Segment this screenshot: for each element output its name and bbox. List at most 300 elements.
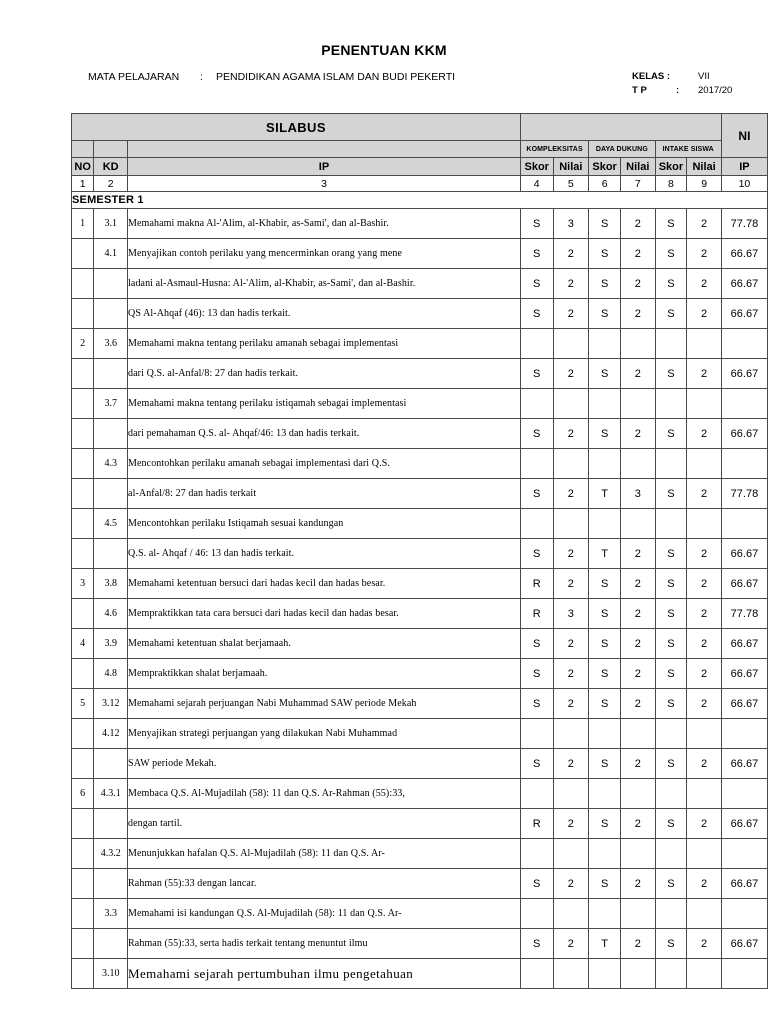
table-row (72, 509, 768, 539)
row-intake-skor: S (655, 809, 687, 839)
row-kd: 4.6 (94, 599, 128, 629)
header-col-kd: KD (94, 158, 128, 176)
table-row (72, 449, 768, 479)
meta-class-line (632, 70, 732, 84)
semester-row (72, 192, 768, 209)
row-kompleksitas-nilai: 2 (553, 359, 589, 389)
row-kompleksitas-nilai: 2 (553, 419, 589, 449)
row-ni-ip: 66.67 (721, 419, 767, 449)
row-intake-skor (655, 329, 687, 359)
row-kd (94, 419, 128, 449)
row-kompleksitas-skor: S (520, 419, 553, 449)
row-no (72, 389, 94, 419)
row-intake-skor: S (655, 629, 687, 659)
row-intake-nilai: 2 (687, 869, 722, 899)
meta-year-label: T P (632, 85, 647, 96)
col-number-9: 9 (687, 176, 722, 192)
row-indikator: Memahami ketentuan bersuci dari hadas kecil dan hadas besar. (128, 569, 521, 599)
row-daya-dukung-nilai: 2 (621, 809, 656, 839)
row-kd (94, 929, 128, 959)
header-group-spacer-kd (94, 141, 128, 158)
row-indikator: Mempraktikkan tata cara bersuci dari hadas kecil dan hadas besar. (128, 599, 521, 629)
row-kompleksitas-nilai (553, 839, 589, 869)
row-kompleksitas-skor: R (520, 599, 553, 629)
row-intake-skor (655, 509, 687, 539)
row-intake-skor: S (655, 689, 687, 719)
row-intake-nilai: 2 (687, 539, 722, 569)
row-intake-nilai: 2 (687, 809, 722, 839)
row-kd: 4.8 (94, 659, 128, 689)
row-intake-skor: S (655, 569, 687, 599)
table-body (72, 192, 768, 989)
header-group-intake-siswa: INTAKE SISWA (655, 141, 721, 158)
row-daya-dukung-skor (589, 389, 621, 419)
row-kompleksitas-nilai (553, 959, 589, 989)
row-kompleksitas-nilai (553, 389, 589, 419)
row-daya-dukung-nilai: 3 (621, 479, 656, 509)
row-kompleksitas-skor (520, 449, 553, 479)
row-intake-nilai (687, 839, 722, 869)
row-kompleksitas-skor (520, 959, 553, 989)
row-ni-ip: 77.78 (721, 599, 767, 629)
row-daya-dukung-nilai (621, 389, 656, 419)
meta-class-year (632, 70, 732, 98)
row-no (72, 659, 94, 689)
row-ni-ip (721, 449, 767, 479)
row-daya-dukung-skor: S (589, 599, 621, 629)
meta-subject (88, 71, 455, 83)
row-ni-ip: 66.67 (721, 659, 767, 689)
table-row (72, 839, 768, 869)
row-ni-ip (721, 959, 767, 989)
row-kompleksitas-skor (520, 839, 553, 869)
table-row (72, 959, 768, 989)
row-intake-nilai (687, 719, 722, 749)
header-group-kompleksitas: KOMPLEKSITAS (520, 141, 588, 158)
header-group-spacer-no (72, 141, 94, 158)
header-row-title (72, 114, 768, 141)
header-silabus: SILABUS (72, 114, 521, 141)
row-daya-dukung-skor (589, 899, 621, 929)
row-daya-dukung-nilai (621, 899, 656, 929)
meta-year-line (632, 84, 732, 98)
row-no (72, 719, 94, 749)
header-group-spacer-ip (128, 141, 521, 158)
row-ni-ip: 66.67 (721, 749, 767, 779)
row-intake-skor: S (655, 749, 687, 779)
row-intake-nilai: 2 (687, 659, 722, 689)
row-no (72, 869, 94, 899)
table-row (72, 929, 768, 959)
row-kompleksitas-nilai: 2 (553, 479, 589, 509)
row-daya-dukung-nilai (621, 719, 656, 749)
header-kompleksitas-nilai: Nilai (553, 158, 589, 176)
row-intake-skor: S (655, 359, 687, 389)
row-kd: 3.3 (94, 899, 128, 929)
row-kompleksitas-nilai: 2 (553, 539, 589, 569)
row-indikator: Memahami isi kandungan Q.S. Al-Mujadilah (58): 11 dan Q.S. Ar- (128, 899, 521, 929)
row-kd: 3.6 (94, 329, 128, 359)
table-header (72, 114, 768, 192)
row-intake-nilai (687, 959, 722, 989)
row-intake-skor: S (655, 539, 687, 569)
row-intake-skor (655, 959, 687, 989)
row-indikator: dengan tartil. (128, 809, 521, 839)
row-kd: 4.5 (94, 509, 128, 539)
row-no: 6 (72, 779, 94, 809)
row-intake-nilai: 2 (687, 749, 722, 779)
row-kompleksitas-skor: S (520, 479, 553, 509)
row-kd: 4.3.1 (94, 779, 128, 809)
row-kompleksitas-nilai (553, 779, 589, 809)
row-no (72, 959, 94, 989)
col-number-8: 8 (655, 176, 687, 192)
row-daya-dukung-skor (589, 959, 621, 989)
row-daya-dukung-skor (589, 449, 621, 479)
row-ni-ip (721, 839, 767, 869)
col-number-5: 5 (553, 176, 589, 192)
row-kd (94, 479, 128, 509)
header-group-daya-dukung: DAYA DUKUNG (589, 141, 655, 158)
header-row-subs (72, 158, 768, 176)
header-kompleksitas-skor: Skor (520, 158, 553, 176)
kkm-table (71, 113, 768, 989)
row-kompleksitas-skor (520, 899, 553, 929)
header-intake-nilai: Nilai (687, 158, 722, 176)
row-indikator: Mencontohkan perilaku amanah sebagai implementasi dari Q.S. (128, 449, 521, 479)
row-kompleksitas-nilai: 3 (553, 599, 589, 629)
row-intake-skor: S (655, 659, 687, 689)
table-row (72, 359, 768, 389)
row-daya-dukung-nilai: 2 (621, 359, 656, 389)
row-daya-dukung-skor (589, 509, 621, 539)
row-ni-ip (721, 509, 767, 539)
row-kd (94, 749, 128, 779)
row-daya-dukung-nilai: 2 (621, 239, 656, 269)
header-spacer (520, 114, 721, 141)
row-daya-dukung-nilai: 2 (621, 929, 656, 959)
row-kompleksitas-nilai: 2 (553, 929, 589, 959)
row-intake-skor (655, 899, 687, 929)
row-intake-skor (655, 719, 687, 749)
row-daya-dukung-nilai: 2 (621, 749, 656, 779)
row-intake-skor: S (655, 239, 687, 269)
row-kompleksitas-skor: R (520, 809, 553, 839)
row-indikator: Menunjukkan hafalan Q.S. Al-Mujadilah (58): 11 dan Q.S. Ar- (128, 839, 521, 869)
row-kompleksitas-nilai (553, 329, 589, 359)
row-ni-ip: 66.67 (721, 569, 767, 599)
row-daya-dukung-nilai (621, 959, 656, 989)
header-intake-skor: Skor (655, 158, 687, 176)
table-row (72, 719, 768, 749)
row-intake-skor: S (655, 299, 687, 329)
row-kompleksitas-skor: S (520, 239, 553, 269)
row-daya-dukung-skor: S (589, 809, 621, 839)
row-indikator: Mempraktikkan shalat berjamaah. (128, 659, 521, 689)
row-no (72, 449, 94, 479)
row-daya-dukung-nilai: 2 (621, 419, 656, 449)
row-daya-dukung-skor: S (589, 299, 621, 329)
row-kd: 4.3 (94, 449, 128, 479)
row-kd (94, 809, 128, 839)
row-ni-ip: 66.67 (721, 929, 767, 959)
row-daya-dukung-skor: S (589, 749, 621, 779)
row-kompleksitas-nilai: 2 (553, 749, 589, 779)
row-daya-dukung-nilai: 2 (621, 539, 656, 569)
col-number-6: 6 (589, 176, 621, 192)
row-no (72, 809, 94, 839)
table-row (72, 299, 768, 329)
row-indikator: Memahami makna Al-'Alim, al-Khabir, as-Sami', dan al-Bashir. (128, 209, 521, 239)
table-row (72, 209, 768, 239)
row-intake-nilai: 2 (687, 299, 722, 329)
row-no (72, 929, 94, 959)
row-daya-dukung-skor: S (589, 629, 621, 659)
row-intake-skor: S (655, 419, 687, 449)
row-no: 2 (72, 329, 94, 359)
table-row (72, 599, 768, 629)
row-indikator: Mencontohkan perilaku Istiqamah sesuai kandungan (128, 509, 521, 539)
row-daya-dukung-skor (589, 779, 621, 809)
meta-subject-label: MATA PELAJARAN (88, 71, 180, 83)
row-kompleksitas-nilai: 2 (553, 269, 589, 299)
header-daya-dukung-nilai: Nilai (621, 158, 656, 176)
col-number-10: 10 (721, 176, 767, 192)
row-daya-dukung-skor: S (589, 239, 621, 269)
header-col-no: NO (72, 158, 94, 176)
row-daya-dukung-nilai: 2 (621, 299, 656, 329)
row-ni-ip (721, 389, 767, 419)
row-daya-dukung-nilai (621, 449, 656, 479)
row-daya-dukung-skor: S (589, 569, 621, 599)
row-daya-dukung-skor: T (589, 479, 621, 509)
header-ni: NI (721, 114, 767, 158)
table-row (72, 689, 768, 719)
row-no (72, 599, 94, 629)
header-daya-dukung-skor: Skor (589, 158, 621, 176)
row-ni-ip (721, 899, 767, 929)
row-no (72, 269, 94, 299)
meta-year-colon: : (676, 85, 680, 96)
row-kd: 3.12 (94, 689, 128, 719)
row-kd (94, 299, 128, 329)
row-daya-dukung-skor: S (589, 209, 621, 239)
row-kompleksitas-nilai: 2 (553, 659, 589, 689)
row-kompleksitas-skor: S (520, 359, 553, 389)
row-indikator: Memahami sejarah pertumbuhan ilmu pengetahuan (128, 959, 521, 989)
row-kompleksitas-nilai: 3 (553, 209, 589, 239)
row-daya-dukung-nilai: 2 (621, 689, 656, 719)
meta-subject-value: PENDIDIKAN AGAMA ISLAM DAN BUDI PEKERTI (216, 71, 456, 83)
row-daya-dukung-skor: S (589, 659, 621, 689)
row-kompleksitas-skor: S (520, 269, 553, 299)
row-daya-dukung-skor: S (589, 419, 621, 449)
row-kd: 3.1 (94, 209, 128, 239)
meta-class-value: VII (698, 71, 710, 82)
row-intake-nilai (687, 329, 722, 359)
row-kompleksitas-skor (520, 329, 553, 359)
row-ni-ip: 66.67 (721, 869, 767, 899)
row-kd: 4.3.2 (94, 839, 128, 869)
header-ni-ip: IP (721, 158, 767, 176)
row-kompleksitas-skor: S (520, 869, 553, 899)
row-intake-nilai (687, 449, 722, 479)
table-row (72, 809, 768, 839)
row-daya-dukung-skor (589, 839, 621, 869)
row-indikator: Memahami makna tentang perilaku amanah sebagai implementasi (128, 329, 521, 359)
row-kompleksitas-nilai (553, 899, 589, 929)
row-kompleksitas-skor (520, 389, 553, 419)
row-kompleksitas-skor: R (520, 569, 553, 599)
row-daya-dukung-nilai (621, 509, 656, 539)
row-kd (94, 359, 128, 389)
table-row (72, 569, 768, 599)
row-intake-nilai: 2 (687, 419, 722, 449)
row-ni-ip: 77.78 (721, 479, 767, 509)
row-intake-skor (655, 449, 687, 479)
row-no (72, 479, 94, 509)
semester-label: SEMESTER 1 (72, 192, 768, 209)
row-no (72, 539, 94, 569)
row-indikator: Memahami sejarah perjuangan Nabi Muhammad SAW periode Mekah (128, 689, 521, 719)
row-no (72, 419, 94, 449)
header-row-groups (72, 141, 768, 158)
row-kd: 3.9 (94, 629, 128, 659)
row-ni-ip: 66.67 (721, 269, 767, 299)
row-daya-dukung-skor: T (589, 539, 621, 569)
row-kompleksitas-nilai (553, 509, 589, 539)
row-kompleksitas-skor: S (520, 209, 553, 239)
row-indikator: dari Q.S. al-Anfal/8: 27 dan hadis terkait. (128, 359, 521, 389)
row-intake-skor: S (655, 599, 687, 629)
table-row (72, 749, 768, 779)
meta-year-value: 2017/20 (698, 85, 733, 96)
row-intake-skor: S (655, 929, 687, 959)
row-indikator: Memahami makna tentang perilaku istiqamah sebagai implementasi (128, 389, 521, 419)
row-intake-nilai (687, 899, 722, 929)
row-kompleksitas-skor (520, 779, 553, 809)
col-number-3: 3 (128, 176, 521, 192)
row-intake-nilai: 2 (687, 359, 722, 389)
row-no: 1 (72, 209, 94, 239)
row-daya-dukung-nilai: 2 (621, 599, 656, 629)
row-kompleksitas-nilai (553, 719, 589, 749)
row-indikator: SAW periode Mekah. (128, 749, 521, 779)
row-daya-dukung-nilai (621, 839, 656, 869)
row-indikator: QS Al-Ahqaf (46): 13 dan hadis terkait. (128, 299, 521, 329)
row-kompleksitas-nilai: 2 (553, 299, 589, 329)
table-row (72, 239, 768, 269)
table-row (72, 539, 768, 569)
row-ni-ip: 66.67 (721, 299, 767, 329)
row-kd: 4.1 (94, 239, 128, 269)
row-no (72, 899, 94, 929)
table-row (72, 629, 768, 659)
row-intake-skor (655, 839, 687, 869)
row-intake-nilai: 2 (687, 929, 722, 959)
row-intake-nilai: 2 (687, 689, 722, 719)
row-kd (94, 869, 128, 899)
row-intake-skor (655, 779, 687, 809)
row-intake-nilai (687, 509, 722, 539)
table-row (72, 899, 768, 929)
row-kd (94, 539, 128, 569)
row-ni-ip: 66.67 (721, 689, 767, 719)
row-indikator: al-Anfal/8: 27 dan hadis terkait (128, 479, 521, 509)
header-col-ip: IP (128, 158, 521, 176)
row-intake-nilai: 2 (687, 479, 722, 509)
row-kompleksitas-nilai: 2 (553, 869, 589, 899)
row-intake-nilai (687, 779, 722, 809)
row-no: 4 (72, 629, 94, 659)
row-kompleksitas-skor: S (520, 299, 553, 329)
row-intake-skor (655, 389, 687, 419)
row-ni-ip (721, 779, 767, 809)
row-daya-dukung-skor: S (589, 269, 621, 299)
row-daya-dukung-skor: S (589, 689, 621, 719)
row-no (72, 749, 94, 779)
row-indikator: Q.S. al- Ahqaf / 46: 13 dan hadis terkait. (128, 539, 521, 569)
row-kompleksitas-skor (520, 719, 553, 749)
row-kompleksitas-nilai: 2 (553, 809, 589, 839)
row-ni-ip: 77.78 (721, 209, 767, 239)
row-indikator: Menyajikan contoh perilaku yang mencerminkan orang yang mene (128, 239, 521, 269)
row-daya-dukung-nilai: 2 (621, 869, 656, 899)
row-ni-ip: 66.67 (721, 809, 767, 839)
col-number-1: 1 (72, 176, 94, 192)
row-ni-ip (721, 329, 767, 359)
row-indikator: Rahman (55):33, serta hadis terkait tentang menuntut ilmu (128, 929, 521, 959)
row-daya-dukung-nilai (621, 329, 656, 359)
row-no: 3 (72, 569, 94, 599)
table-row (72, 869, 768, 899)
row-intake-skor: S (655, 869, 687, 899)
row-intake-nilai (687, 389, 722, 419)
row-intake-skor: S (655, 269, 687, 299)
row-indikator: Rahman (55):33 dengan lancar. (128, 869, 521, 899)
row-ni-ip: 66.67 (721, 239, 767, 269)
row-indikator: dari pemahaman Q.S. al- Ahqaf/46: 13 dan hadis terkait. (128, 419, 521, 449)
row-intake-nilai: 2 (687, 239, 722, 269)
row-kd (94, 269, 128, 299)
row-intake-skor: S (655, 479, 687, 509)
row-no (72, 839, 94, 869)
row-no: 5 (72, 689, 94, 719)
row-ni-ip (721, 719, 767, 749)
row-kompleksitas-skor (520, 509, 553, 539)
row-kompleksitas-nilai: 2 (553, 239, 589, 269)
col-number-2: 2 (94, 176, 128, 192)
meta-subject-colon: : (200, 71, 203, 83)
table-row (72, 389, 768, 419)
row-kd: 4.12 (94, 719, 128, 749)
row-daya-dukung-nilai: 2 (621, 269, 656, 299)
row-kompleksitas-nilai (553, 449, 589, 479)
row-ni-ip: 66.67 (721, 539, 767, 569)
row-ni-ip: 66.67 (721, 359, 767, 389)
row-kompleksitas-skor: S (520, 539, 553, 569)
table-row (72, 659, 768, 689)
table-row (72, 479, 768, 509)
row-kd: 3.10 (94, 959, 128, 989)
row-daya-dukung-skor: T (589, 929, 621, 959)
page-title: PENENTUAN KKM (321, 42, 447, 58)
row-daya-dukung-nilai: 2 (621, 629, 656, 659)
row-kompleksitas-nilai: 2 (553, 689, 589, 719)
row-daya-dukung-nilai: 2 (621, 659, 656, 689)
row-intake-nilai: 2 (687, 599, 722, 629)
row-daya-dukung-skor (589, 719, 621, 749)
